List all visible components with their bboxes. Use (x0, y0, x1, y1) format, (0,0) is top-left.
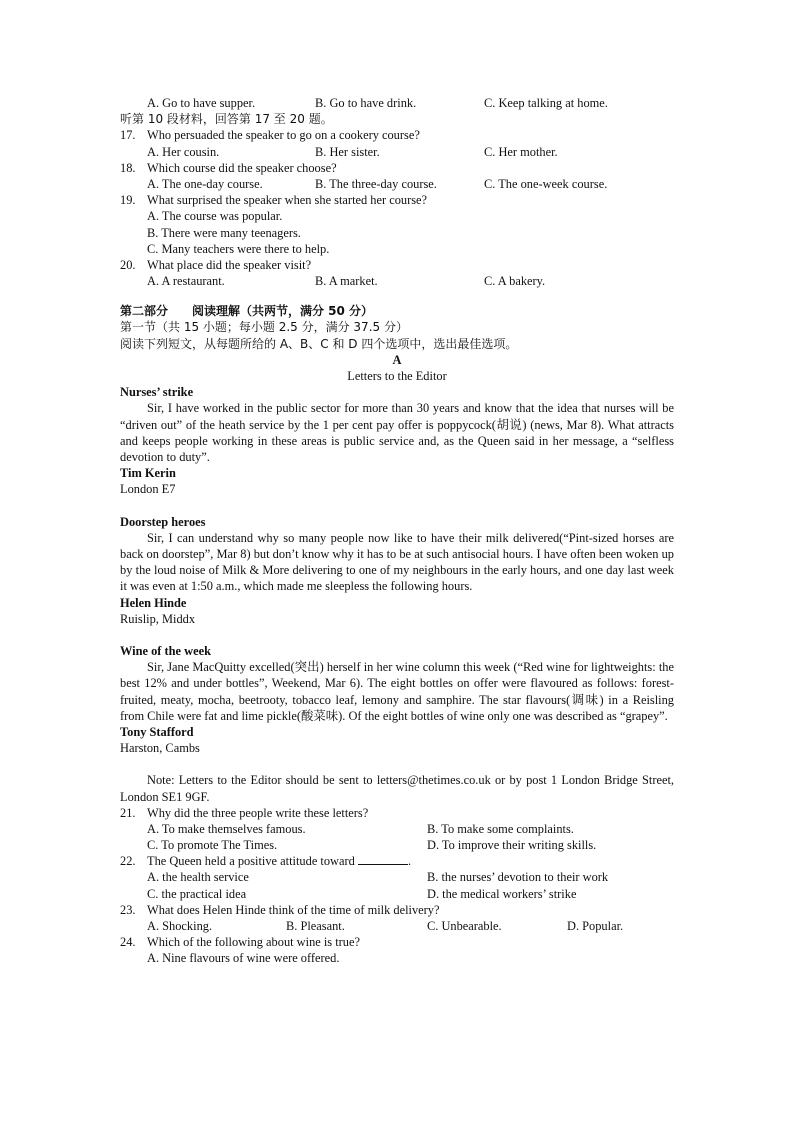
option-d: D. To improve their writing skills. (427, 838, 597, 853)
option-c: C. A bakery. (484, 274, 546, 289)
question-text: Which course did the speaker choose? (147, 160, 337, 175)
option-b: B. The three-day course. (315, 176, 437, 191)
q23-options (120, 918, 674, 934)
option-d: D. Popular. (567, 919, 624, 934)
question-text: What surprised the speaker when she started her course? (147, 193, 428, 208)
option-a: A. The course was popular. (147, 209, 283, 224)
option-b: B. Pleasant. (286, 919, 345, 934)
q16-options (120, 95, 674, 111)
q17-options (120, 144, 674, 160)
q21-options-cd (120, 837, 674, 853)
question-21 (120, 805, 674, 821)
option-a: A. Go to have supper. (147, 96, 256, 110)
q22-options-ab (120, 869, 674, 885)
option-a: A. A restaurant. (147, 274, 225, 289)
letter-heading: Doorstep heroes (120, 514, 206, 529)
page-content (120, 95, 674, 967)
question-text: What place did the speaker visit? (147, 257, 312, 272)
option-a: A. Her cousin. (147, 144, 220, 159)
section1-title: 第一节（共 15 小题；每小题 2.5 分，满分 37.5 分） (120, 320, 408, 335)
letter-body: Sir, I can understand why so many people now like to have their milk delivered(“Pint-sized horses are back on doorstep”, Mar 8) but don’t know why it has to be at such antisocial hours. I have often been woken up by the loud noise of Milk & More delivering to one of my neighbours in the early hours, and one day last week it was even at 1:50 a.m., which made me sleepless the following hours. (120, 530, 674, 594)
option-b: B. There were many teenagers. (147, 225, 301, 240)
letter-body: Sir, Jane MacQuitty excelled(突出) herself in her wine column this week (“Red wine for lightweights: the best 12% and under bottles”, Weekend, Mar 6). The eight bottles on offer were flavoured as follows: forest-fruited, meaty, mocha, beetrooty, tobacco leaf, lemony and samphire. The star flavours(调味) in a Reisling from Chile were fat and lime pickle(酸菜味). Of the eight bottles of wine only one was described as “grapey”. (120, 660, 674, 723)
option-a: A. the health service (147, 870, 249, 885)
option-b: B. To make some complaints. (427, 821, 574, 836)
option-c: C. The one-week course. (484, 176, 608, 191)
option-b: B. A market. (315, 274, 378, 289)
letter-heading: Wine of the week (120, 643, 211, 658)
option-a: A. The one-day course. (147, 176, 263, 191)
option-d: D. the medical workers’ strike (427, 886, 577, 901)
option-a: A. Shocking. (147, 919, 213, 934)
option-b: B. Her sister. (315, 144, 380, 159)
part2-title: 第二部分 阅读理解（共两节，满分 50 分） (120, 304, 374, 319)
letter-place: London E7 (120, 482, 176, 497)
option-c: C. To promote The Times. (147, 838, 278, 853)
editor-note: Note: Letters to the Editor should be sent to letters@thetimes.co.uk or by post 1 London Bridge Street, London SE1 9GF. (120, 773, 674, 804)
question-17 (120, 127, 674, 143)
letter-author: Helen Hinde (120, 595, 187, 610)
question-24 (120, 934, 674, 950)
letter-author: Tim Kerin (120, 466, 176, 481)
passage-title: Letters to the Editor (347, 369, 447, 383)
question-18 (120, 160, 674, 176)
answer-blank (358, 853, 408, 865)
question-text: Why did the three people write these letters? (147, 805, 369, 820)
option-c: C. Her mother. (484, 144, 558, 159)
question-text: What does Helen Hinde think of the time of milk delivery? (147, 902, 440, 917)
passage-label: A (392, 352, 402, 367)
letter-body: Sir, I have worked in the public sector for more than 30 years and know that the idea that nurses will be “driven out” of the heath service by the 1 per cent pay offer is poppycock(胡说) (news, Mar 8). What attracts and keeps people working in these areas is public service and, as the Queen said in her message, a “selfless devotion to duty”. (120, 401, 674, 464)
option-c: C. Unbearable. (427, 919, 502, 934)
question-number: 23. (120, 902, 136, 917)
question-number: 19. (120, 193, 136, 208)
option-a: A. Nine flavours of wine were offered. (147, 951, 340, 966)
question-text: Which of the following about wine is true? (147, 935, 360, 950)
question-number: 18. (120, 160, 136, 175)
question-23 (120, 902, 674, 918)
question-20 (120, 257, 674, 273)
question-number: 21. (120, 805, 136, 820)
letter-heading: Nurses’ strike (120, 385, 194, 400)
option-c: C. Keep talking at home. (484, 96, 608, 110)
option-b: B. the nurses’ devotion to their work (427, 870, 609, 885)
option-b: B. Go to have drink. (315, 96, 417, 110)
question-number: 17. (120, 128, 136, 143)
question-22: 22. The Queen held a positive attitude toward . (120, 854, 412, 869)
question-number: 20. (120, 257, 136, 272)
q20-options (120, 273, 674, 289)
question-number: 24. (120, 935, 136, 950)
question-number: 22. (120, 854, 136, 869)
letter-place: Ruislip, Middx (120, 611, 196, 626)
question-text: Who persuaded the speaker to go on a cookery course? (147, 128, 420, 143)
q21-options-ab (120, 821, 674, 837)
question-19 (120, 192, 674, 208)
reading-instruction: 阅读下列短文，从每题所给的 A、B、C 和 D 四个选项中，选出最佳选项。 (120, 336, 518, 351)
q18-options (120, 176, 674, 192)
letter-author: Tony Stafford (120, 724, 194, 739)
q22-options-cd (120, 886, 674, 902)
question-text: The Queen held a positive attitude toward (147, 854, 355, 869)
option-c: C. Many teachers were there to help. (147, 241, 330, 256)
option-a: A. To make themselves famous. (147, 821, 306, 836)
listening-instruction: 听第 10 段材料，回答第 17 至 20 题。 (120, 112, 333, 127)
letter-place: Harston, Cambs (120, 741, 200, 756)
option-c: C. the practical idea (147, 886, 247, 901)
